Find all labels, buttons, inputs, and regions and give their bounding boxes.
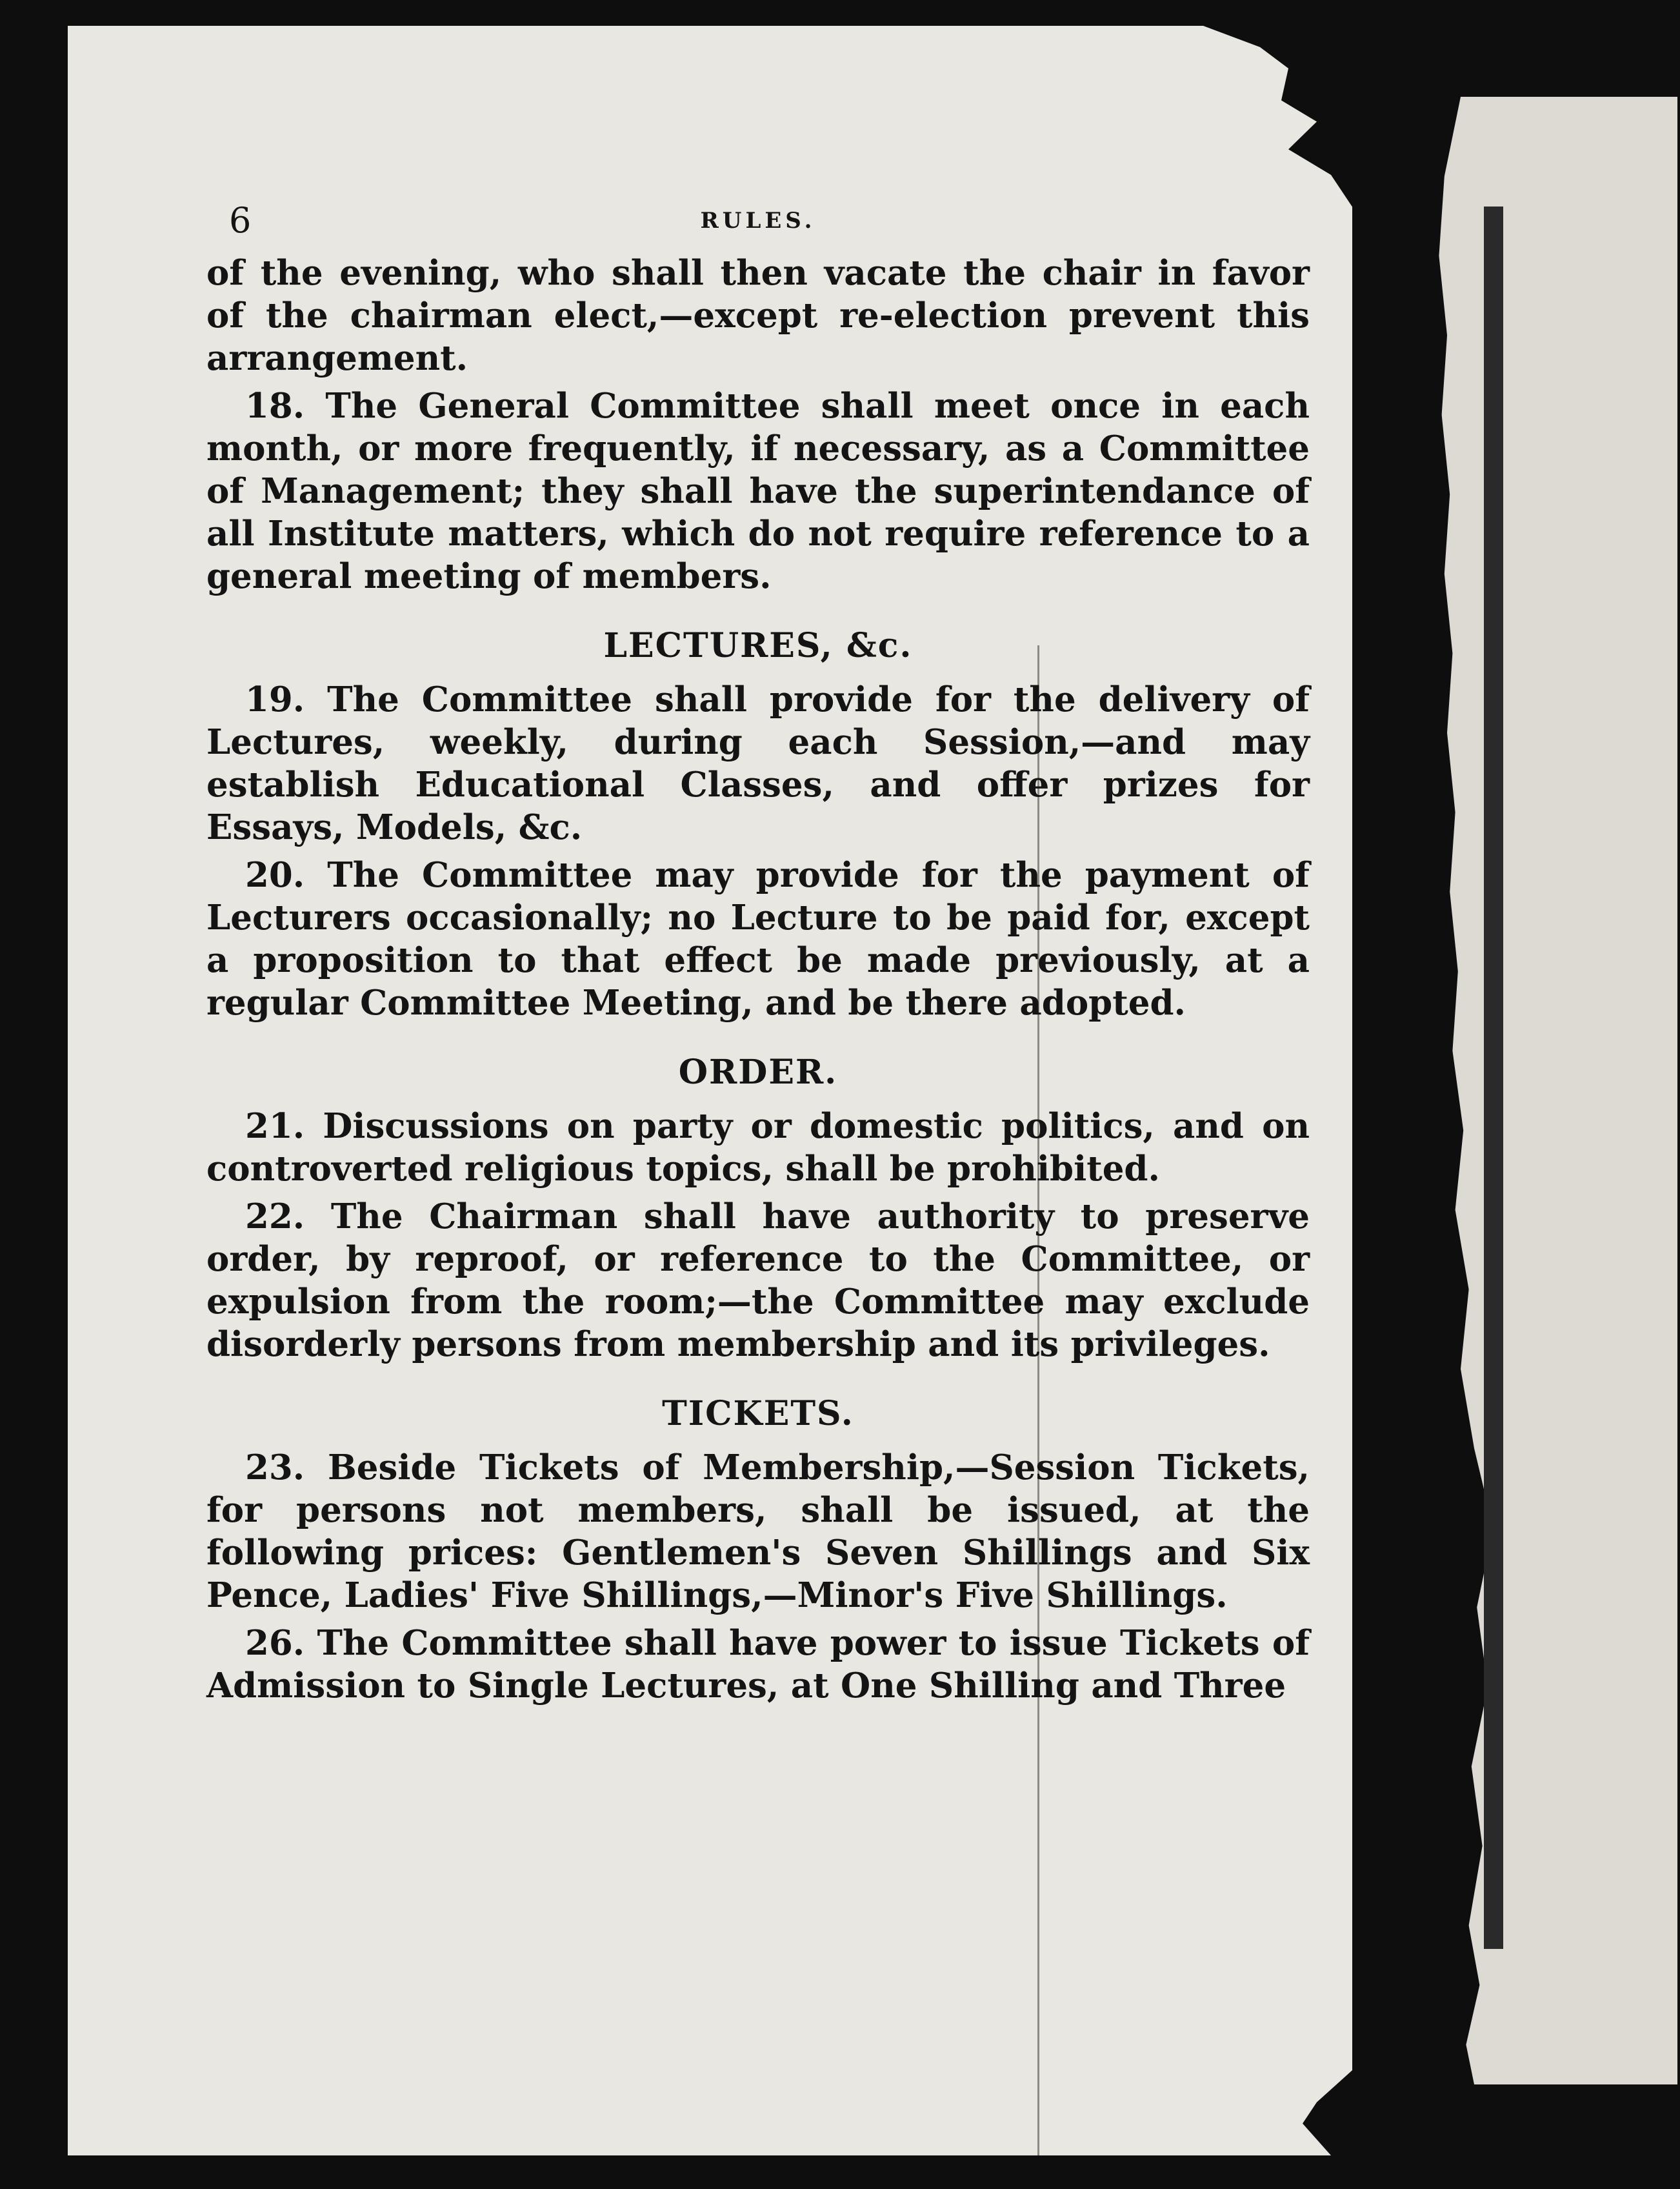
section-heading-order: ORDER. [678, 1053, 838, 1092]
section-heading-tickets: TICKETS. [662, 1394, 854, 1433]
rule-19: 19. The Committee shall provide for the delivery of Lectures, weekly, during each Session,—and may establish Educational Classes, and offer prizes for Essays, Models, &c. [206, 680, 1310, 847]
running-head-title: RULES. [700, 208, 816, 234]
section-heading-lectures: LECTURES, &c. [603, 626, 913, 665]
paragraph-continuation: of the evening, who shall then vacate the chair in favor of the chairman elect,—except re-election prevent this arrangement. [206, 253, 1310, 378]
rule-22: 22. The Chairman shall have authority to preserve order, by reproof, or reference to the Committee, or expulsion from the room;—the Committee may exclude disorderly persons from membership and its privileges. [206, 1196, 1310, 1364]
page-edge-shadow [1484, 207, 1503, 1949]
rule-20: 20. The Committee may provide for the payment of Lecturers occasionally; no Lecture to be paid for, except a proposition to that effect be made previously, at a regular Committee Meeting, and be there adopted. [206, 855, 1310, 1023]
rule-18: 18. The General Committee shall meet once in each month, or more frequently, if necessary, as a Committee of Management; they shall have the superintendance of all Institute matters, which do not require reference to a general meeting of members. [206, 386, 1310, 596]
running-head [206, 194, 1310, 252]
rule-21: 21. Discussions on party or domestic politics, and on controverted religious topics, shall be prohibited. [206, 1106, 1310, 1189]
rule-23: 23. Beside Tickets of Membership,—Session Tickets, for persons not members, shall be issued, at the following prices: Gentlemen's Seven Shillings and Six Pence, Ladies' Five Shillings,—Minor's Five Shillings. [206, 1448, 1310, 1615]
rule-26: 26. The Committee shall have power to issue Tickets of Admission to Single Lectures, at One Shilling and Three [206, 1623, 1310, 1706]
page-number: 6 [229, 200, 252, 241]
page-text [206, 194, 1310, 1712]
